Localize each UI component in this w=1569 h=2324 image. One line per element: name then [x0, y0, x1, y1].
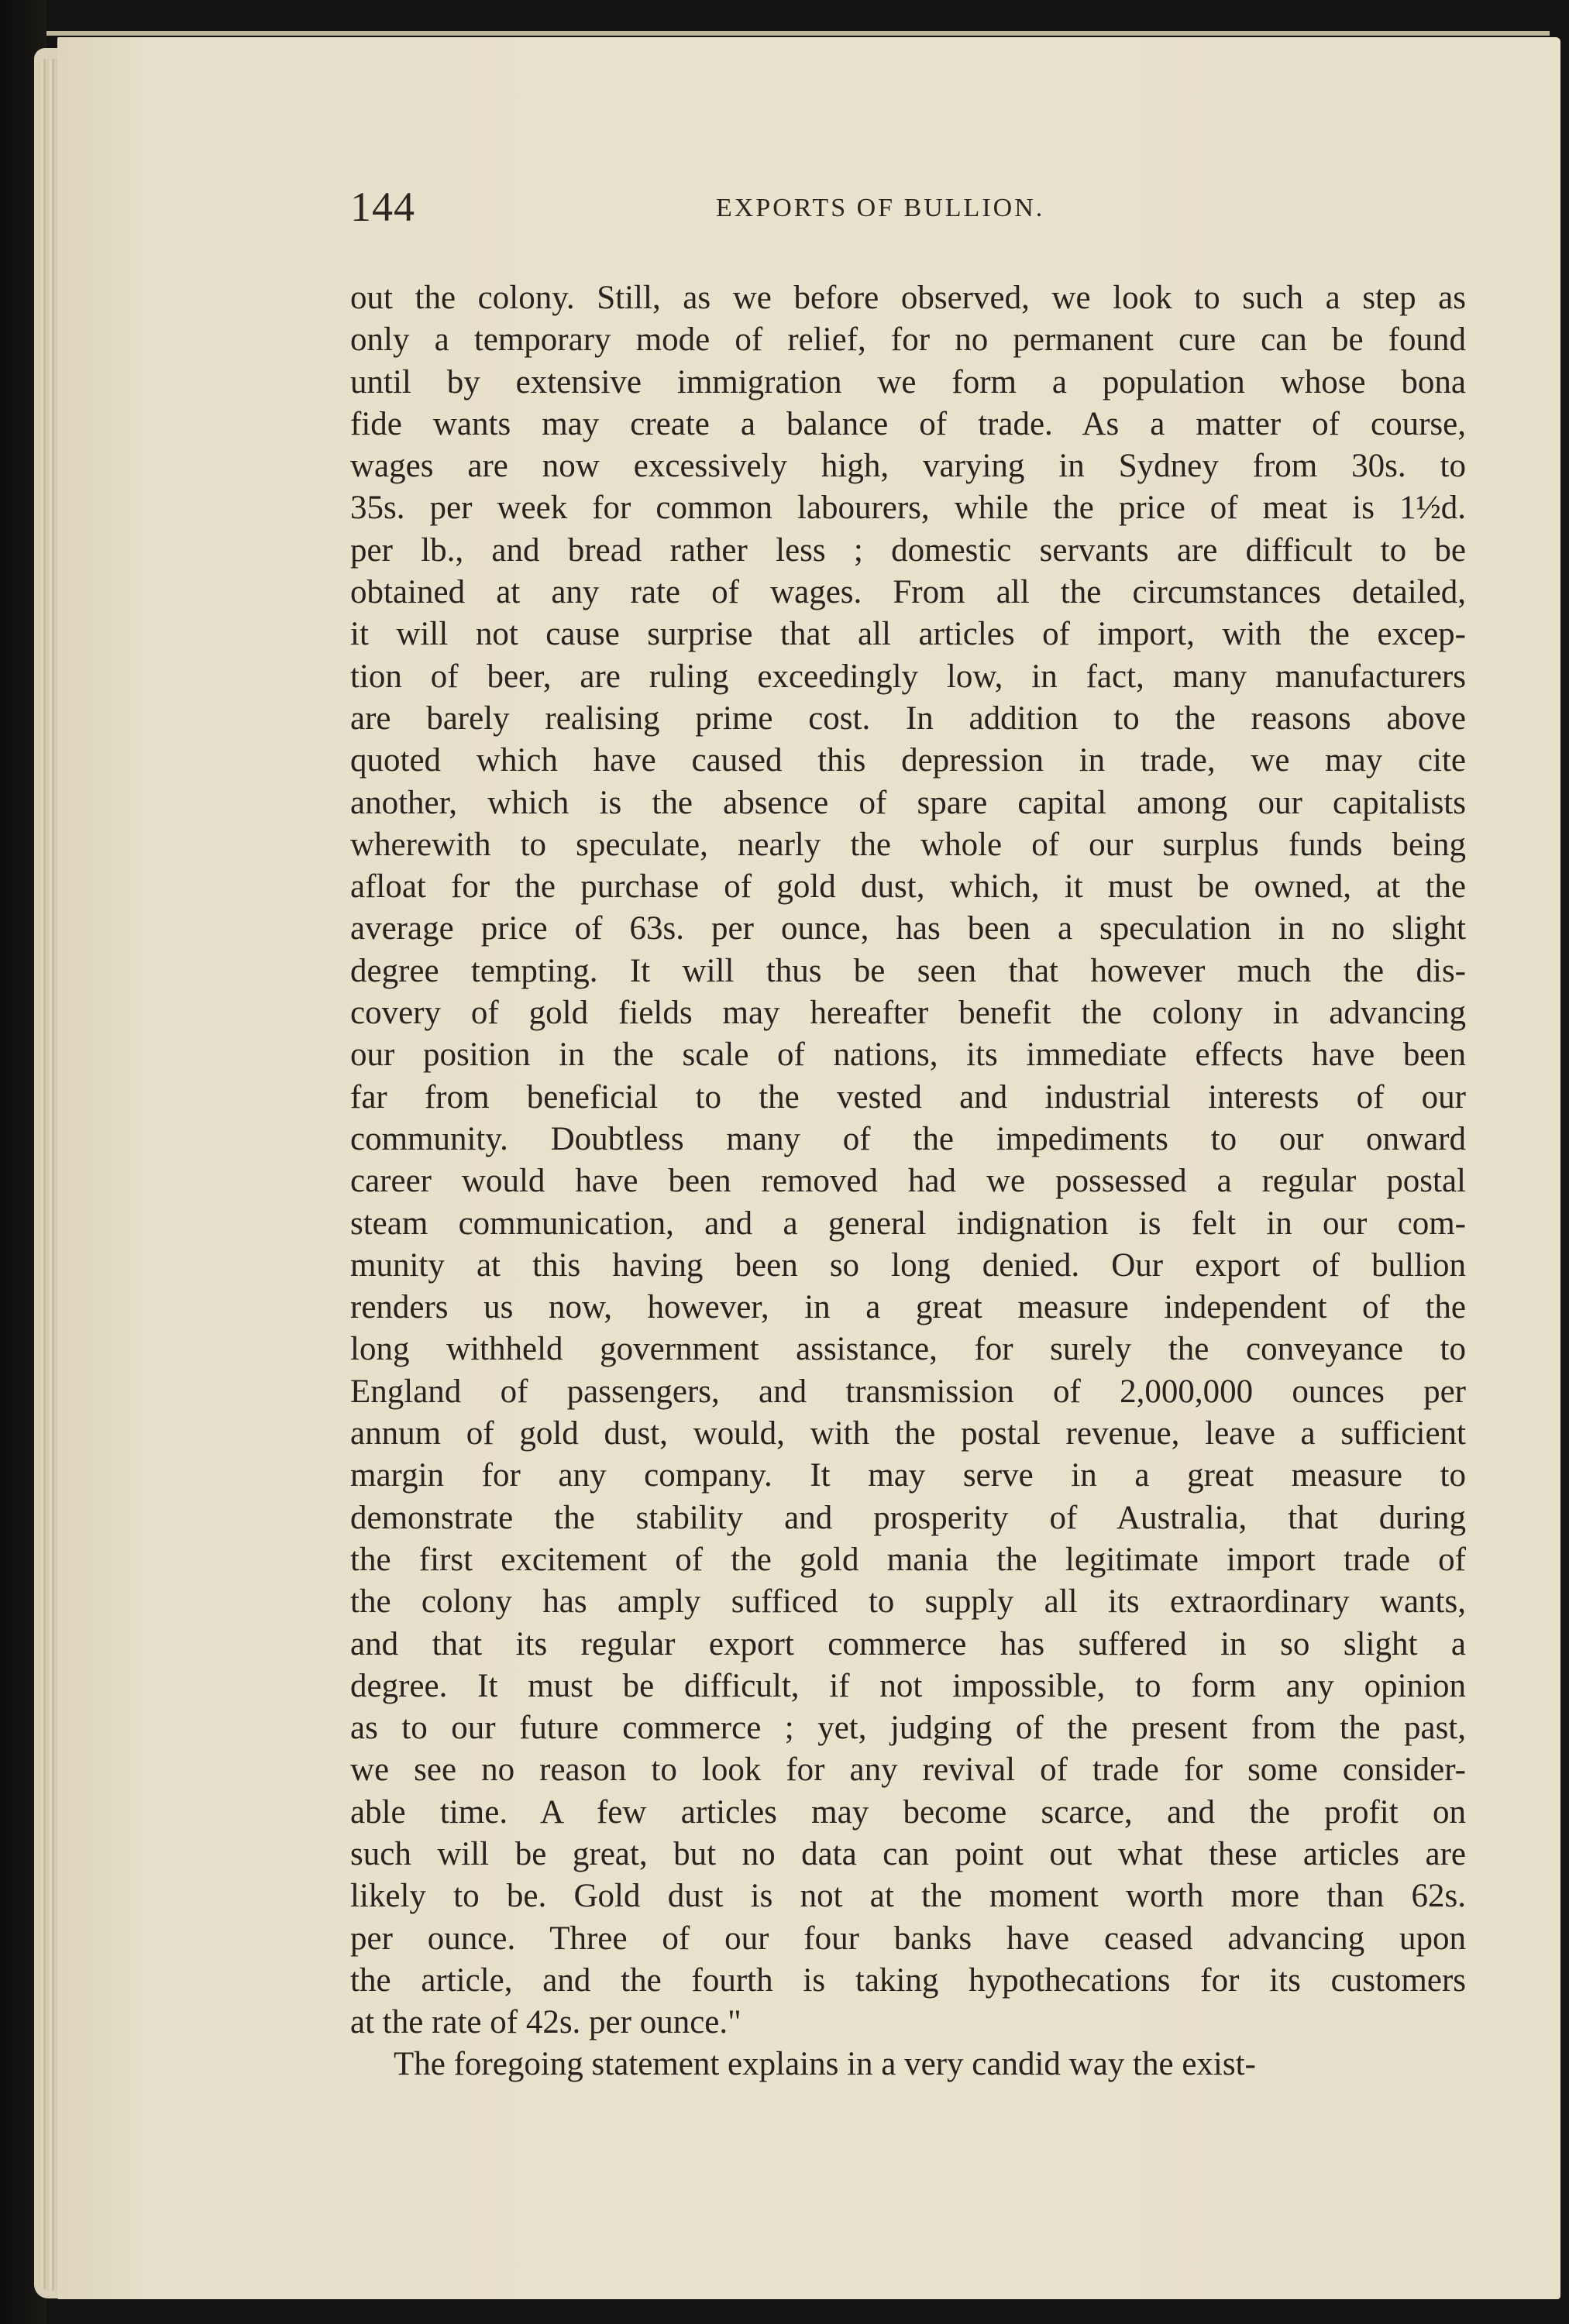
text-line: the colony has amply sufficed to supply all its extraordinary wants, [350, 1583, 1466, 1621]
text-line: another, which is the absence of spare capital among our capitalists [350, 784, 1466, 821]
text-line: fide wants may create a balance of trade. As a matter of course, [350, 405, 1466, 442]
text-line: annum of gold dust, would, with the postal revenue, leave a sufficient [350, 1415, 1466, 1452]
text-line: margin for any company. It may serve in a great measure to [350, 1457, 1466, 1494]
text-line: covery of gold fields may hereafter benefit the colony in advancing [350, 995, 1466, 1032]
text-line: the article, and the fourth is taking hypothecations for its customers [350, 1961, 1466, 1999]
text-line: munity at this having been so long denied. Our export of bullion [350, 1246, 1466, 1284]
text-line: our position in the scale of nations, its immediate effects have been [350, 1037, 1466, 1074]
text-line: as to our future commerce ; yet, judging of the present from the past, [350, 1710, 1466, 1747]
text-line: we see no reason to look for any revival of trade for some consider- [350, 1752, 1466, 1789]
text-line: renders us now, however, in a great measure independent of the [350, 1289, 1466, 1326]
text-line: demonstrate the stability and prosperity of Australia, that during [350, 1499, 1466, 1536]
text-line: wages are now excessively high, varying in Sydney from 30s. to [350, 448, 1466, 485]
text-line: tion of beer, are ruling exceedingly low, in fact, many manufacturers [350, 658, 1466, 695]
text-line: per lb., and bread rather less ; domestic servants are difficult to be [350, 531, 1466, 569]
text-line: degree tempting. It will thus be seen that however much the dis- [350, 952, 1466, 989]
page-top-edge [46, 31, 1550, 36]
text-line: career would have been removed had we possessed a regular postal [350, 1163, 1466, 1200]
text-line: steam communication, and a general indignation is felt in our com- [350, 1205, 1466, 1242]
text-line: obtained at any rate of wages. From all the circumstances detailed, [350, 574, 1466, 611]
text-line: quoted which have caused this depression in trade, we may cite [350, 742, 1466, 779]
text-line: wherewith to speculate, nearly the whole of our surplus funds being [350, 826, 1466, 863]
text-line: able time. A few articles may become scarce, and the profit on [350, 1793, 1466, 1831]
running-head: EXPORTS OF BULLION. [716, 194, 1045, 222]
text-line: until by extensive immigration we form a population whose bona [350, 363, 1466, 401]
text-line: The foregoing statement explains in a very candid way the exist- [394, 2046, 1256, 2083]
text-line: are barely realising prime cost. In addition to the reasons above [350, 700, 1466, 737]
text-line: at the rate of 42s. per ounce." [350, 2004, 741, 2041]
text-line: average price of 63s. per ounce, has been a speculation in no slight [350, 910, 1466, 947]
text-line: degree. It must be difficult, if not impossible, to form any opinion [350, 1667, 1466, 1704]
text-line: only a temporary mode of relief, for no permanent cure can be found [350, 321, 1466, 359]
text-line: out the colony. Still, as we before observed, we look to such a step as [350, 280, 1466, 316]
text-line: far from beneficial to the vested and industrial interests of our [350, 1078, 1466, 1116]
text-line: it will not cause surprise that all articles of import, with the excep- [350, 616, 1466, 653]
page-number: 144 [350, 184, 415, 230]
body-text [350, 277, 1466, 2086]
text-line: per ounce. Three of our four banks have ceased advancing upon [350, 1920, 1466, 1957]
text-line: community. Doubtless many of the impediments to our onward [350, 1120, 1466, 1157]
text-line: and that its regular export commerce has suffered in so slight a [350, 1625, 1466, 1662]
page-header [350, 183, 1466, 253]
text-line: 35s. per week for common labourers, while the price of meat is 1½d. [350, 490, 1466, 527]
text-line: long withheld government assistance, for surely the conveyance to [350, 1331, 1466, 1368]
text-line: such will be great, but no data can point out what these articles are [350, 1835, 1466, 1872]
text-line: England of passengers, and transmission of 2,000,000 ounces per [350, 1373, 1466, 1410]
text-line: likely to be. Gold dust is not at the moment worth more than 62s. [350, 1878, 1466, 1915]
text-line: afloat for the purchase of gold dust, which, it must be owned, at the [350, 868, 1466, 906]
text-line: the first excitement of the gold mania the legitimate import trade of [350, 1541, 1466, 1578]
